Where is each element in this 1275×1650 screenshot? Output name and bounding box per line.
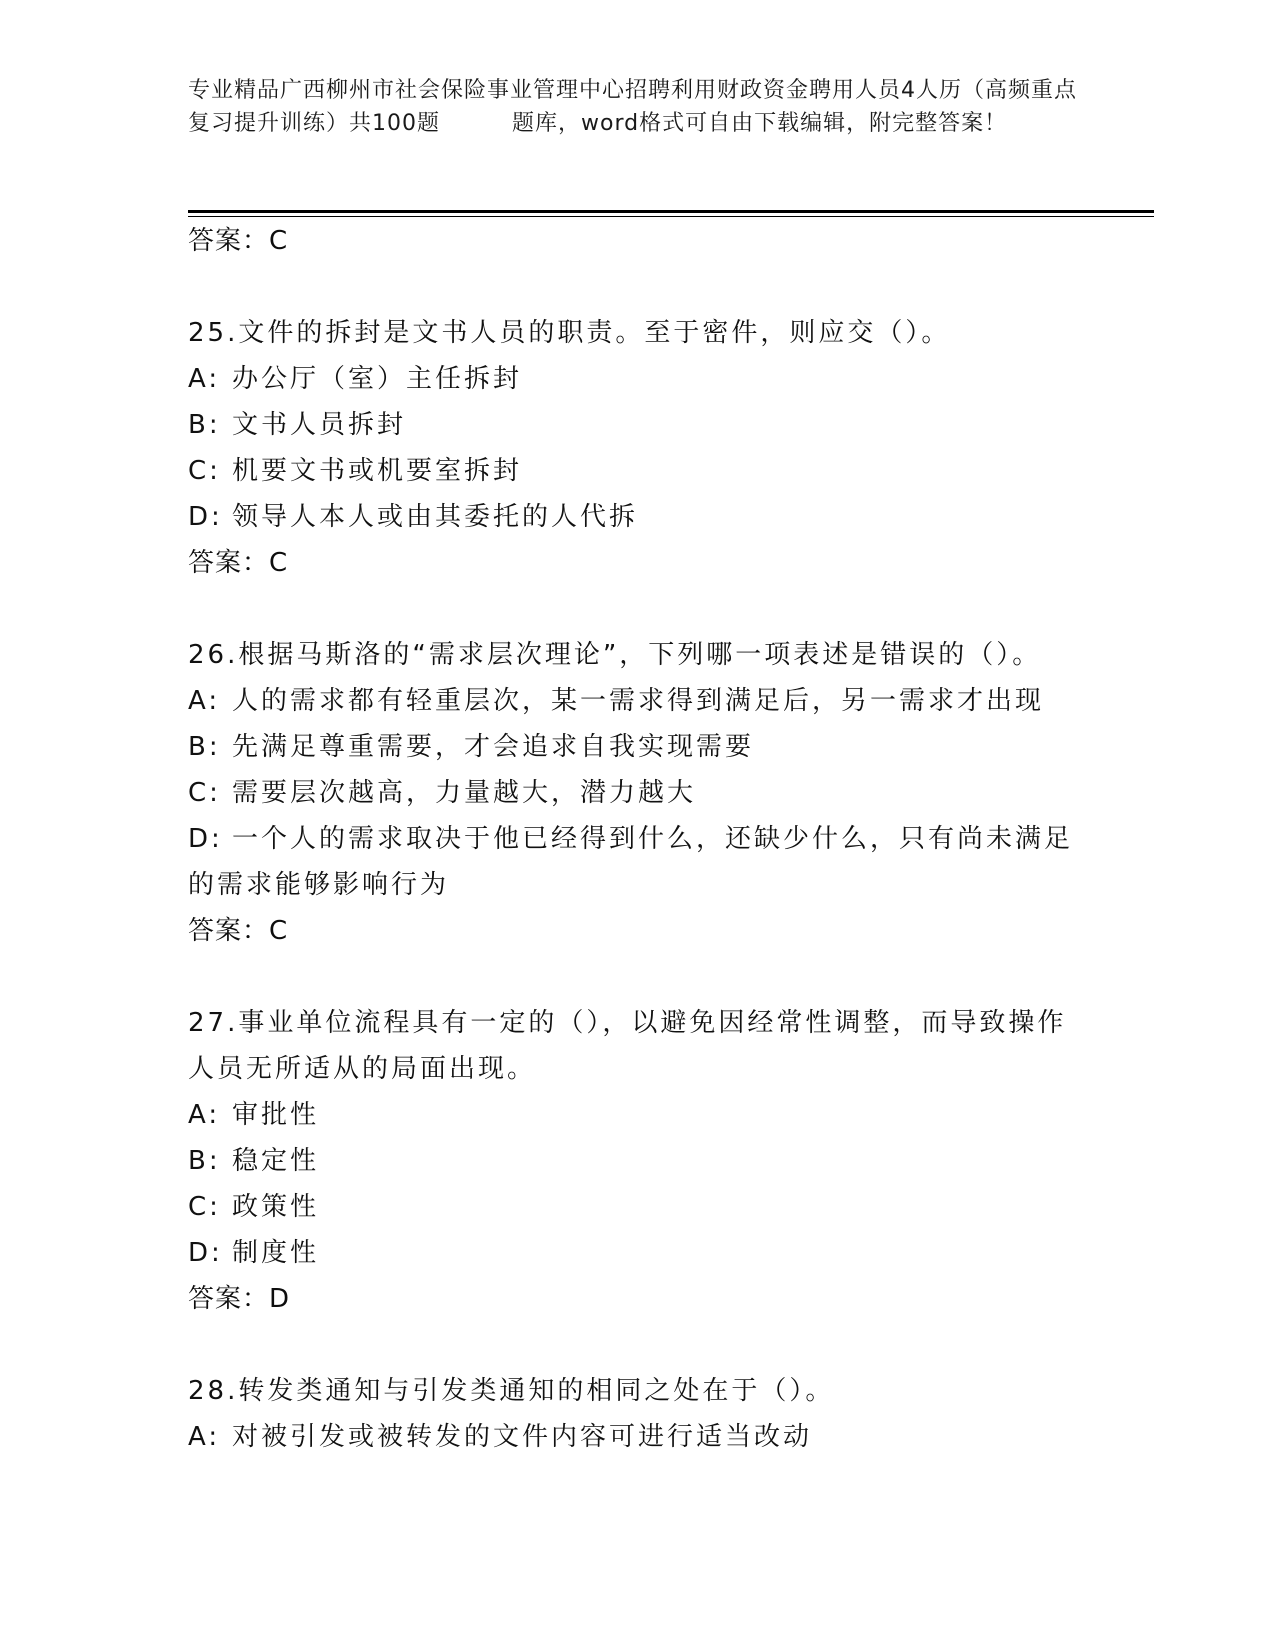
option-text: 一个人的需求取决于他已经得到什么，还缺少什么，只有尚未满足的需求能够影响行为 <box>188 824 1074 900</box>
option-text: 对被引发或被转发的文件内容可进行适当改动 <box>232 1422 813 1452</box>
question-stem: 28.转发类通知与引发类通知的相同之处在于（）。 <box>188 1376 835 1406</box>
question-answer: 答案：D <box>188 1284 291 1314</box>
question-stem: 27.事业单位流程具有一定的（），以避免因经常性调整，而导致操作人员无所适从的局面出现。 <box>188 1008 1067 1084</box>
option-a <box>188 1414 1088 1460</box>
option-text: 政策性 <box>232 1192 320 1222</box>
option-a <box>188 1092 1088 1138</box>
question-28 <box>188 1368 1088 1460</box>
question-25 <box>188 310 1088 586</box>
option-key: C: <box>188 778 221 808</box>
option-key: A: <box>188 364 221 394</box>
question-stem: 25.文件的拆封是文书人员的职责。至于密件，则应交（）。 <box>188 318 951 348</box>
option-text: 先满足尊重需要，才会追求自我实现需要 <box>232 732 755 762</box>
option-text: 制度性 <box>232 1238 320 1268</box>
option-text: 文书人员拆封 <box>232 410 407 440</box>
option-d <box>188 1230 1088 1276</box>
option-d <box>188 494 1088 540</box>
option-text: 领导人本人或由其委托的人代拆 <box>232 502 639 532</box>
option-key: A: <box>188 686 221 716</box>
option-text: 机要文书或机要室拆封 <box>232 456 523 486</box>
option-text: 稳定性 <box>232 1146 320 1176</box>
option-key: A: <box>188 1100 221 1130</box>
question-list <box>188 218 1088 1460</box>
option-key: B: <box>188 410 221 440</box>
option-key: B: <box>188 732 221 762</box>
option-key: C: <box>188 456 221 486</box>
header-text-part2: 题库，word格式可自由下载编辑，附完整答案！ <box>512 111 1008 136</box>
option-text: 审批性 <box>232 1100 320 1130</box>
document-header <box>188 74 1088 140</box>
option-text: 需要层次越高，力量越大，潜力越大 <box>232 778 697 808</box>
question-27 <box>188 1000 1088 1322</box>
option-b <box>188 724 1088 770</box>
option-key: D: <box>188 1238 223 1268</box>
option-c <box>188 1184 1088 1230</box>
option-c <box>188 448 1088 494</box>
option-b <box>188 402 1088 448</box>
option-key: D: <box>188 502 223 532</box>
option-a <box>188 678 1088 724</box>
question-answer: 答案：C <box>188 548 289 578</box>
option-c <box>188 770 1088 816</box>
option-d <box>188 816 1088 908</box>
option-key: C: <box>188 1192 221 1222</box>
question-26 <box>188 632 1088 954</box>
option-key: B: <box>188 1146 221 1176</box>
header-rule-thin <box>188 216 1154 217</box>
option-b <box>188 1138 1088 1184</box>
previous-answer: 答案：C <box>188 226 289 256</box>
option-a <box>188 356 1088 402</box>
question-stem: 26.根据马斯洛的“需求层次理论”，下列哪一项表述是错误的（）。 <box>188 640 1042 670</box>
header-text-part1: 专业精品广西柳州市社会保险事业管理中心招聘利用财政资金聘用人员4人历（高频重点复习提升训练）共100题 <box>188 78 1077 136</box>
option-key: D: <box>188 824 223 854</box>
header-rule-thick <box>188 210 1154 213</box>
option-key: A: <box>188 1422 221 1452</box>
option-text: 人的需求都有轻重层次，某一需求得到满足后，另一需求才出现 <box>232 686 1045 716</box>
option-text: 办公厅（室）主任拆封 <box>232 364 523 394</box>
question-answer: 答案：C <box>188 916 289 946</box>
